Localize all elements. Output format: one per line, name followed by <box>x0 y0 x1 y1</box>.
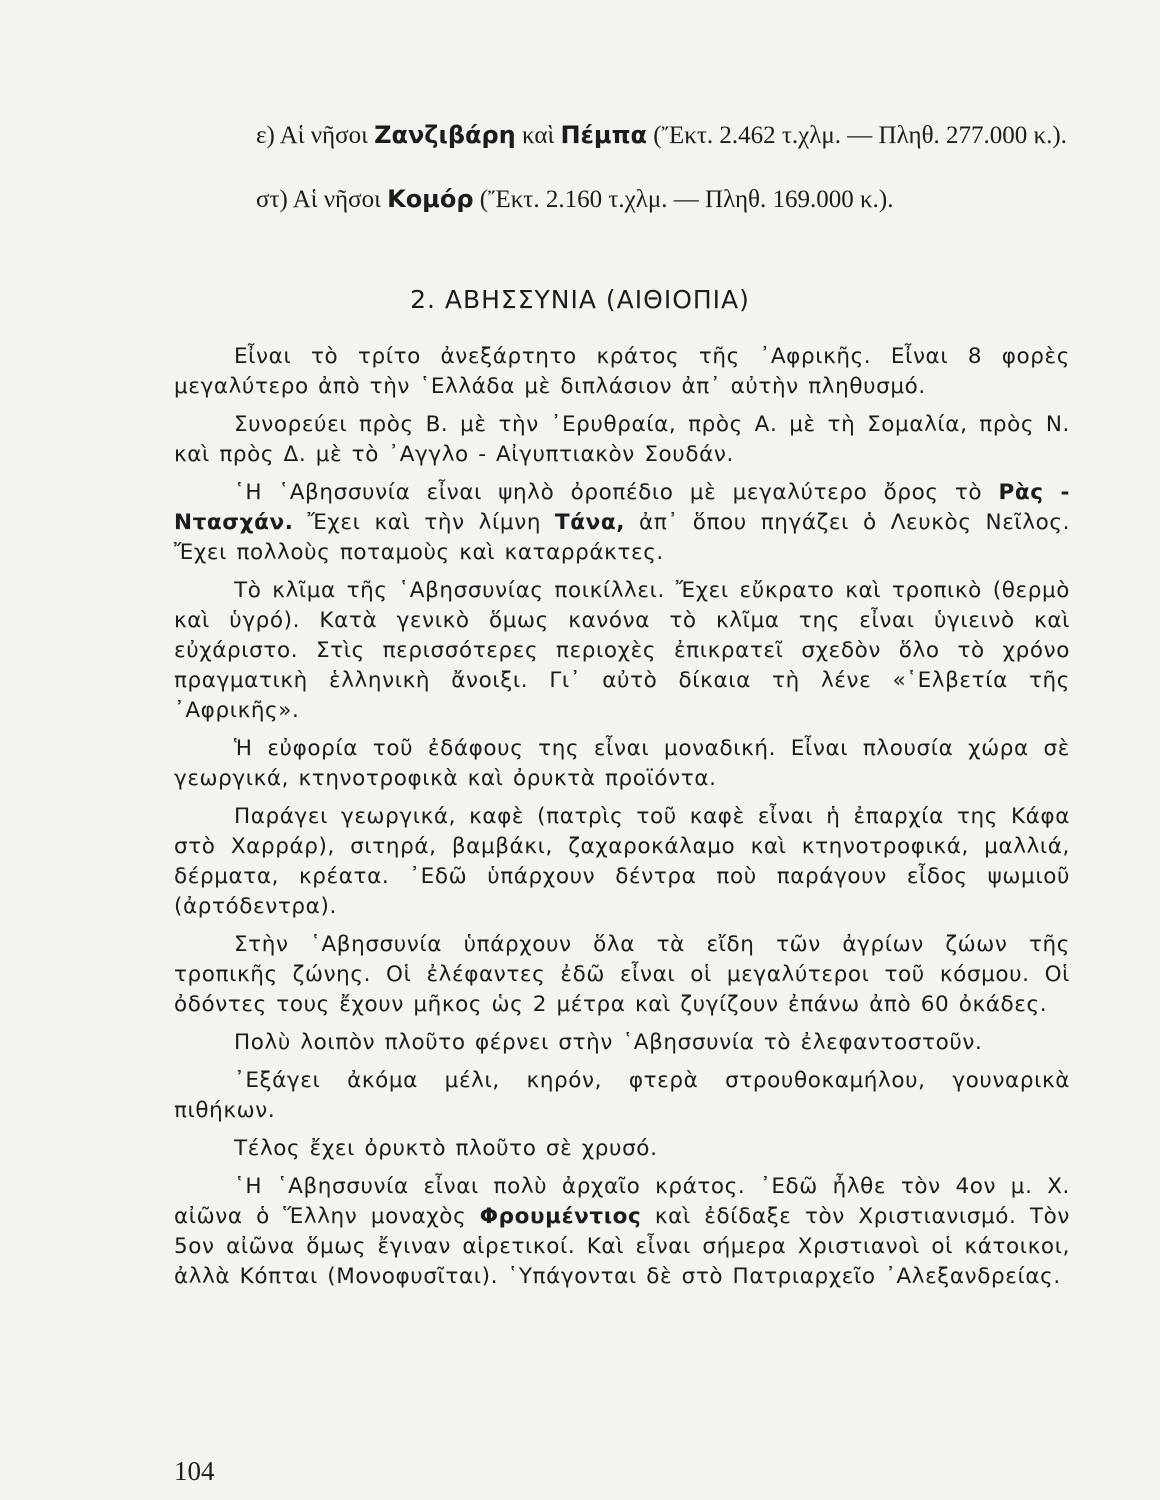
island-entry-zanzibar <box>200 120 1080 151</box>
paragraph <box>174 1172 1070 1292</box>
text-run: ἀπ᾿ ὅπου πηγάζει ὁ Λευκὸς Νεῖλος. Ἔχει πολλοὺς ποταμοὺς καὶ καταρράκτες. <box>174 510 1071 565</box>
paragraph: Εἶναι τὸ τρίτο ἀνεξάρτητο κράτος τῆς ᾿Αφρικῆς. Εἶναι 8 φορὲς μεγαλύτερο ἀπὸ τὴν ῾Ελλάδα μὲ διπλάσιον ἀπ᾿ αὐτὴν πληθυσμό. <box>174 344 1070 399</box>
paragraph: Τὸ κλῖμα τῆς ῾Αβησσυνίας ποικίλλει. Ἔχει εὔκρατο καὶ τροπικὸ (θερμὸ καὶ ὑγρό). Κατὰ γενικὸ ὅμως κανόνα τὸ κλῖμα της εἶναι ὑγιεινὸ καὶ εὐχάριστο. Στὶς περισσότερες περιοχὲς ἐπικρατεῖ σχεδὸν ὅλο τὸ χρόνο πραγματικὴ ἑλληνικὴ ἄνοιξι. Γι᾿ αὐτὸ δίκαια τὴ λένε «῾Ελβετία τῆς ᾿Αφρικῆς». <box>174 578 1070 723</box>
text-run: ῾Η ῾Αβησσυνία εἶναι πολὺ ἀρχαῖο κράτος. ᾿Εδῶ ἦλθε τὸν 4ον μ. Χ. αἰῶνα ὁ Ἕλλην μοναχὸς <box>174 1174 1070 1229</box>
place-pemba: Πέμπα <box>560 121 648 149</box>
island-entry-comoros <box>200 184 1080 215</box>
paragraph: Στὴν ῾Αβησσυνία ὑπάρχουν ὅλα τὰ εἴδη τῶν ἀγρίων ζώων τῆς τροπικῆς ζώνης. Οἱ ἐλέφαντες ἐδῶ εἶναι οἱ μεγαλύτεροι τοῦ κόσμου. Οἱ ὀδόντες τους ἔχουν μῆκος ὡς 2 μέτρα καὶ ζυγίζουν ἐπάνω ἀπὸ 60 ὀκάδες. <box>174 932 1070 1017</box>
place-comoros: Κομόρ <box>387 185 474 213</box>
paragraph: Συνορεύει πρὸς Β. μὲ τὴν ᾿Ερυθραία, πρὸς Α. μὲ τὴ Σομαλία, πρὸς Ν. καὶ πρὸς Δ. μὲ τὸ ᾿Αγγλο - Αἰγυπτιακὸν Σουδάν. <box>174 412 1070 467</box>
entry-stats: (Ἔκτ. 2.462 τ.χλμ. — Πληθ. 277.000 κ.). <box>653 122 1067 149</box>
paragraph: Πολὺ λοιπὸν πλοῦτο φέρνει στὴν ῾Αβησσυνία τὸ ἐλεφαντοστοῦν. <box>234 1030 983 1055</box>
text-run: ῾Η ῾Αβησσυνία εἶναι ψηλὸ ὀροπέδιο μὲ μεγαλύτερο ὄρος τὸ <box>234 480 983 505</box>
paragraph: Τέλος ἔχει ὀρυκτὸ πλοῦτο σὲ χρυσό. <box>234 1136 658 1161</box>
text-run: Ἔχει καὶ τὴν λίμνη <box>307 510 542 535</box>
paragraph: Ἡ εὐφορία τοῦ ἐδάφους της εἶναι μοναδική. Εἶναι πλουσία χώρα σὲ γεωργικά, κτηνοτροφικὰ καὶ ὀρυκτὰ προϊόντα. <box>174 736 1070 791</box>
text-run: καὶ ἐδίδαξε τὸν Χριστιανισμό. Τὸν 5ον αἰῶνα ὅμως ἔγιναν αἱρετικοί. Καὶ εἶναι σήμερα Χριστιανοὶ οἱ κάτοικοι, ἀλλὰ Κόπται (Μονοφυσῖται). ῾Υπάγονται δὲ στὸ Πατριαρχεῖο ᾿Αλεξανδρείας. <box>174 1204 1071 1289</box>
entry-stats: (Ἔκτ. 2.160 τ.χλμ. — Πληθ. 169.000 κ.). <box>479 186 894 213</box>
paragraph: ᾿Εξάγει ἀκόμα μέλι, κηρόν, φτερὰ στρουθοκαμήλου, γουναρικὰ πιθήκων. <box>174 1068 1070 1123</box>
entry-prefix: ε) Αἱ νῆσοι <box>256 122 368 149</box>
paragraph <box>174 478 1070 568</box>
paragraph: Παράγει γεωργικά, καφὲ (πατρὶς τοῦ καφὲ εἶναι ἡ ἐπαρχία της Κάφα στὸ Χαρράρ), σιτηρά, βαμβάκι, ζαχαροκάλαμο καὶ κτηνοτροφικά, μαλλιά, δέρματα, κρέατα. ᾿Εδῶ ὑπάρχουν δέντρα ποὺ παράγουν εἶδος ψωμιοῦ (ἀρτόδεντρα). <box>174 804 1070 919</box>
place-zanzibar: Ζανζιβάρη <box>374 121 516 149</box>
article-body <box>174 342 1070 1300</box>
entry-prefix: στ) Αἱ νῆσοι <box>256 186 381 213</box>
entry-conj: καὶ <box>522 122 555 149</box>
place-ras-dashen: Ρὰς - Ντασχάν. <box>174 480 1071 535</box>
person-frumentius: Φρουμέντιος <box>479 1204 642 1229</box>
section-title: 2. ΑΒΗΣΣΥΝΙΑ (ΑΙΘΙΟΠΙΑ) <box>410 285 750 314</box>
page-number: 104 <box>174 1456 215 1486</box>
place-tana: Τάνα, <box>555 510 626 535</box>
